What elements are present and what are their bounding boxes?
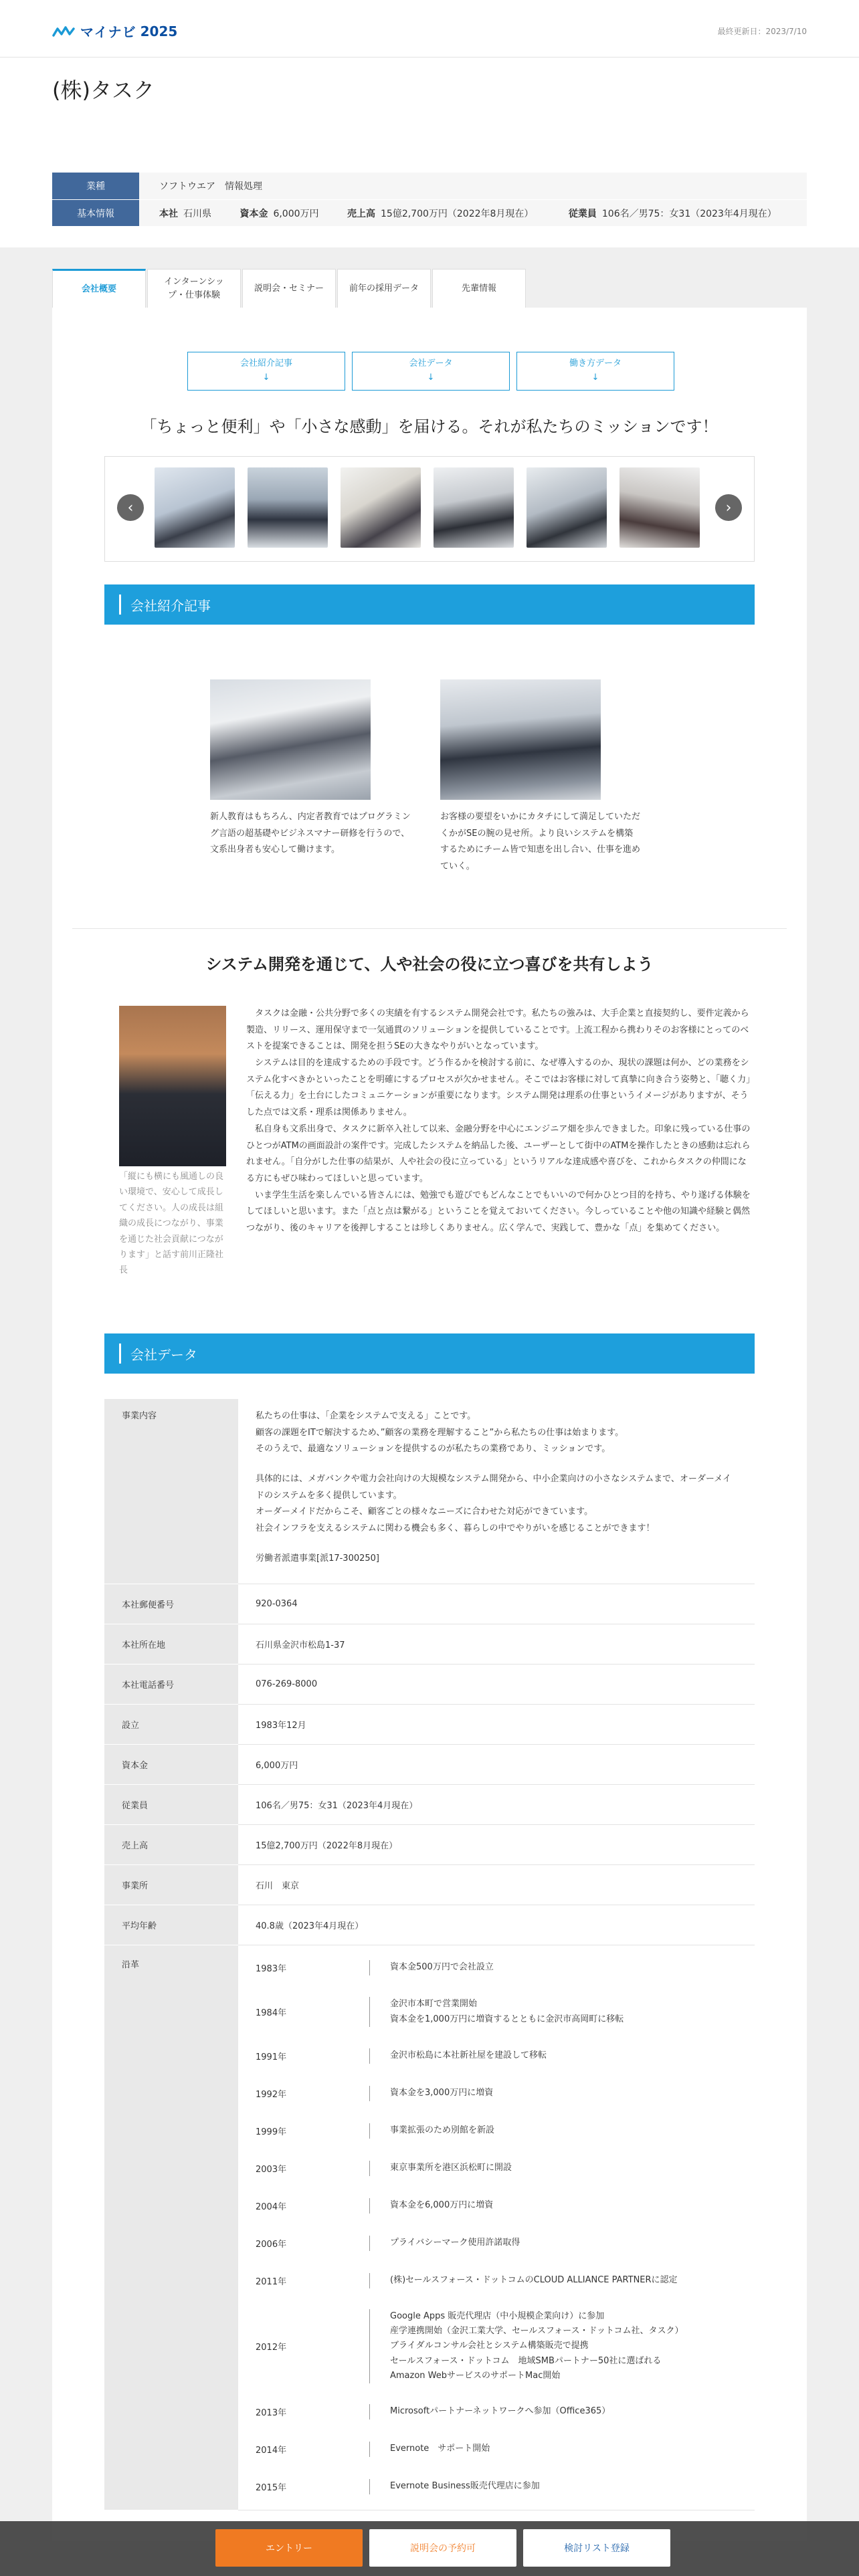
row-value: 石川県金沢市松島1-37 [238,1624,755,1664]
history-year: 1992年 [256,2090,287,2100]
article-card [440,679,641,875]
history-item [256,1987,737,2038]
last-updated: 最終更新日：2023/7/10 [717,27,807,36]
row-value: 920-0364 [238,1584,755,1624]
table-row [104,1584,755,1624]
logo-text: マイナビ [80,24,136,40]
tab-company-overview[interactable]: 会社概要 [52,269,146,308]
anchor-links [187,352,674,391]
employees-value: 106名／男75：女31（2023年4月現在） [601,208,777,219]
row-value: 40.8歳（2023年4月現在） [238,1905,755,1945]
history-item [256,2225,737,2262]
history-year: 2006年 [256,2240,287,2250]
tab-hiring-data[interactable]: 前年の採用データ [337,269,431,308]
president-caption: 「縦にも横にも風通しの良い環境で、安心して成長してください。人の成長は組織の成長につながり、事業を通じた社会貢献につながります」と話す前川正隆社長 [119,1172,224,1276]
president-block [119,1006,226,1279]
desc-line: 私たちの仕事は、「企業をシステムで支える」ことです。 [256,1411,476,1421]
history-text [369,2236,520,2250]
anchor-data-label: 会社データ [409,358,453,369]
article-text: 新人教育はもちろん、内定者教育ではプログラミング言語の超基礎やビジネスマナー研修を行うので、文系出身者も安心して働けます。 [210,812,411,855]
history-text [369,2161,512,2175]
basic-label: 基本情報 [52,200,139,226]
desc-line: オーダーメイドだからこそ、顧客ごとの様々なニーズに合わせた対応ができています。 [256,1507,593,1517]
anchor-company-data[interactable] [352,352,510,391]
history-item [256,2075,737,2113]
row-value: 106名／男75：女31（2023年4月現在） [238,1784,755,1824]
logo-year: 2025 [140,23,178,39]
capital-label: 資本金 [240,208,268,219]
history-text [369,1997,624,2026]
message-paragraph: 私自身も文系出身で、タスクに新卒入社して以来、金融分野を中心にエンジニア畑を歩んできました。印象に残っている仕事のひとつがATMの画面設計の案件です。完成したシステムを納品した後、ユーザーとして街中のATMを操作したときの感動は忘れられません。「自分がした仕事の結果が、人や社会の役に立っている」というリアルな達成感や喜びを、これからタスクの仲間になる方にもぜひ味わってほしいと思っています。 [246,1123,751,1184]
business-description [238,1399,755,1584]
history-line: 産学連携開始（金沢工業大学、セールスフォース・ドットコム社、タスク） [390,2326,684,2337]
history-text [369,1960,494,1975]
section-company-data-title: 会社データ [104,1333,755,1374]
basic-info-box [52,173,807,226]
carousel-photo[interactable] [434,467,514,548]
history-line: 資本金を1,000万円に増資するとともに金沢市高岡町に移転 [390,2014,624,2024]
history-item [256,2468,737,2506]
history-item [256,2300,737,2393]
site-header [0,0,859,58]
history-line: Google Apps 販売代理店（中小規模企業向け）に参加 [390,2311,605,2322]
history-text [369,2048,547,2063]
history-text [369,2479,540,2494]
table-row [104,1744,755,1784]
history-line: Evernote Business販売代理店に参加 [390,2481,540,2492]
carousel-photo[interactable] [619,467,700,548]
article-card [210,679,411,859]
industry-row [52,173,807,199]
history-line: ブライダルコンサル会社とシステム構築販売で提携 [390,2341,589,2351]
desc-line: そのうえで、最適なソリューションを提供するのが私たちの業務であり、ミッションです。 [256,1444,611,1455]
history-item [256,2038,737,2075]
carousel-photo[interactable] [248,467,328,548]
history-line: 金沢市本町で営業開始 [390,1999,478,2010]
history-line: 金沢市松島に本社新社屋を建設して移転 [390,2050,547,2061]
row-value: 6,000万円 [238,1744,755,1784]
carousel-prev-icon[interactable]: ‹ [117,494,144,521]
history-year: 2004年 [256,2202,287,2212]
sales-label: 売上高 [347,208,375,219]
table-row [104,1704,755,1744]
entry-button[interactable]: エントリー [215,2529,363,2567]
history-line: 東京事業所を港区浜松町に開設 [390,2163,512,2173]
arrow-down-icon: ↓ [262,372,270,383]
row-label: 事業内容 [104,1399,238,1584]
table-row [104,1824,755,1864]
row-label: 設立 [104,1704,238,1744]
seminar-reservation-button[interactable]: 説明会の予約可 [369,2529,516,2567]
row-value: 15億2,700万円（2022年8月現在） [238,1824,755,1864]
row-label: 本社所在地 [104,1624,238,1664]
history-line: 事業拡張のため別館を新設 [390,2125,495,2136]
section-intro-article-title: 会社紹介記事 [104,584,755,625]
anchor-intro-article[interactable] [187,352,345,391]
history-text [369,2198,493,2213]
table-row [104,1624,755,1664]
desc-line: 労働者派遣事業[派17-300250] [256,1553,380,1564]
carousel-photo[interactable] [155,467,235,548]
table-row [104,1945,755,2510]
mynavi-logo-icon [52,25,76,38]
anchor-work-label: 働き方データ [569,358,622,369]
hq-value: 石川県 [183,208,211,219]
anchor-work-style[interactable] [516,352,674,391]
row-label: 沿革 [104,1945,238,2510]
row-value: 石川 東京 [238,1864,755,1905]
company-data-table [104,1399,755,2510]
message-paragraph: タスクは金融・公共分野で多くの実績を有するシステム開発会社です。私たちの強みは、大手企業と直接契約し、要件定義から製造、リリース、運用保守まで一気通貫のソリューションを提供していることです。上流工程から携わりそのお客様にとってのベストを提案できることは、開発を担うSEの大きなやりがいとなっています。 [246,1008,749,1052]
row-label: 本社郵便番号 [104,1584,238,1624]
table-row [104,1864,755,1905]
history-year: 2011年 [256,2277,287,2287]
company-overview-panel [52,308,807,2541]
history-year: 1999年 [256,2127,287,2137]
bottom-action-bar [0,2521,859,2576]
capital-value: 6,000万円 [273,208,319,219]
history-item [256,2431,737,2468]
president-message [246,1006,755,1237]
row-label: 資本金 [104,1744,238,1784]
industry-label: 業種 [52,173,139,199]
history-text [369,2442,490,2456]
president-photo [119,1006,226,1166]
history-item [256,2262,737,2300]
photo-carousel [104,456,755,562]
history-text [369,2123,494,2138]
history-year: 2003年 [256,2165,287,2175]
history-text [369,2086,493,2101]
history-year: 2015年 [256,2483,287,2493]
history-item [256,1949,737,1987]
basic-values [139,207,802,220]
history-line: セールスフォース・ドットコム 地域SMBパートナー50社に選ばれる [390,2355,662,2366]
row-value: 1983年12月 [238,1704,755,1744]
history-text [369,2404,610,2419]
history-item [256,2187,737,2225]
employees-label: 従業員 [568,208,597,219]
history-year: 2013年 [256,2408,287,2418]
row-label: 従業員 [104,1784,238,1824]
add-to-list-button[interactable]: 検討リスト登録 [523,2529,670,2567]
history-line: Amazon WebサービスのサポートMac開始 [390,2370,561,2381]
history-year: 1983年 [256,1964,287,1974]
desc-line: 具体的には、メガバンクや電力会社向けの大規模なシステム開発から、中小企業向けの小さなシステムまで、オーダーメイドのシステムを多く提供しています。 [256,1474,731,1501]
history-year: 2014年 [256,2446,287,2456]
message-paragraph: いま学生生活を楽しんでいる皆さんには、勉強でも遊びでもどんなことでもいいので何かひとつ目的を持ち、やり遂げる体験をしてほしいと思います。また「点と点は繋がる」ということを覚えておいてください。今しっていることや他の知識や経験と偶然つながり、後のキャリアを後押しすることは珍しくありません。広く学んで、実践して、豊かな「点」を集めてください。 [246,1190,751,1233]
anchor-intro-label: 会社紹介記事 [240,358,292,369]
industry-value: ソフトウエア 情報処理 [159,181,262,192]
history-text [369,2309,684,2383]
history-text [369,2273,678,2288]
history-year: 1984年 [256,2008,287,2018]
history-year: 1991年 [256,2052,287,2062]
history-list [238,1945,755,2510]
history-item [256,2393,737,2431]
row-label: 売上高 [104,1824,238,1864]
table-row [104,1399,755,1584]
history-line: 資本金を3,000万円に増資 [390,2088,494,2099]
article-photo [440,679,601,800]
table-row [104,1905,755,1945]
article-text: お客様の要望をいかにカタチにして満足していただくかがSEの腕の見せ所。より良いシステムを構築するためにチーム皆で知恵を出し合い、仕事を進めていく。 [440,812,641,872]
history-item [256,2113,737,2150]
history-line: (株)セールスフォース・ドットコムのCLOUD ALLIANCE PARTNERに認定 [390,2275,678,2286]
arrow-down-icon: ↓ [591,372,599,383]
tab-internship[interactable] [147,269,241,308]
section-divider [72,928,787,929]
basic-row [52,199,807,226]
carousel-photos [155,467,700,548]
table-row [104,1784,755,1824]
site-logo[interactable] [52,21,177,41]
history-item [256,2150,737,2187]
history-line: 資本金500万円で会社設立 [390,1962,494,1973]
history-line: プライバシーマーク使用許諾取得 [390,2238,520,2248]
carousel-photo[interactable] [527,467,607,548]
tab-seminar[interactable]: 説明会・セミナー [242,269,336,308]
desc-line: 顧客の課題をITで解決するため、”顧客の業務を理解すること”から私たちの仕事は始まります。 [256,1427,624,1438]
row-label: 本社電話番号 [104,1664,238,1704]
carousel-next-icon[interactable]: › [715,494,742,521]
carousel-photo[interactable] [341,467,421,548]
sales-value: 15億2,700万円（2022年8月現在） [381,208,534,219]
company-name: (株)タスク [52,78,155,103]
mission-statement: 「ちょっと便利」や「小さな感動」を届ける。それが私たちのミッションです！ [140,417,719,436]
tab-internship-label: インターンシップ・仕事体験 [164,277,224,300]
arrow-down-icon: ↓ [427,372,435,383]
message-title: システム開発を通じて、人や社会の役に立つ喜びを共有しよう [205,955,654,974]
history-line: Microsoftパートナーネットワークへ参加（Office365） [390,2406,611,2417]
message-paragraph: システムは目的を達成するための手段です。どう作るかを検討する前に、なぜ導入するのか、現状の課題は何か、どの業務をシステム化すべきかといったことを明確にするプロセスが欠かせません。そこではお客様に対して真摯に向き合う姿勢と、「聴く力」「伝える力」を土台にしたコミュニケーションが重要になります。システム開発は理系の仕事というイメージがありますが、そうした点では文系・理系は関係ありません。 [246,1058,751,1118]
article-photo [210,679,371,800]
history-line: 資本金を6,000万円に増資 [390,2200,494,2211]
hq-label: 本社 [159,208,178,219]
history-line: Evernote サポート開始 [390,2444,490,2454]
history-year: 2012年 [256,2343,287,2353]
table-row [104,1664,755,1704]
row-value: 076-269-8000 [238,1664,755,1704]
tab-senior-info[interactable]: 先輩情報 [432,269,526,308]
desc-line: 社会インフラを支えるシステムに関わる機会も多く、暮らしの中でやりがいを感じることができます！ [256,1523,655,1534]
tab-bar [52,269,527,308]
row-label: 事業所 [104,1864,238,1905]
row-label: 平均年齢 [104,1905,238,1945]
